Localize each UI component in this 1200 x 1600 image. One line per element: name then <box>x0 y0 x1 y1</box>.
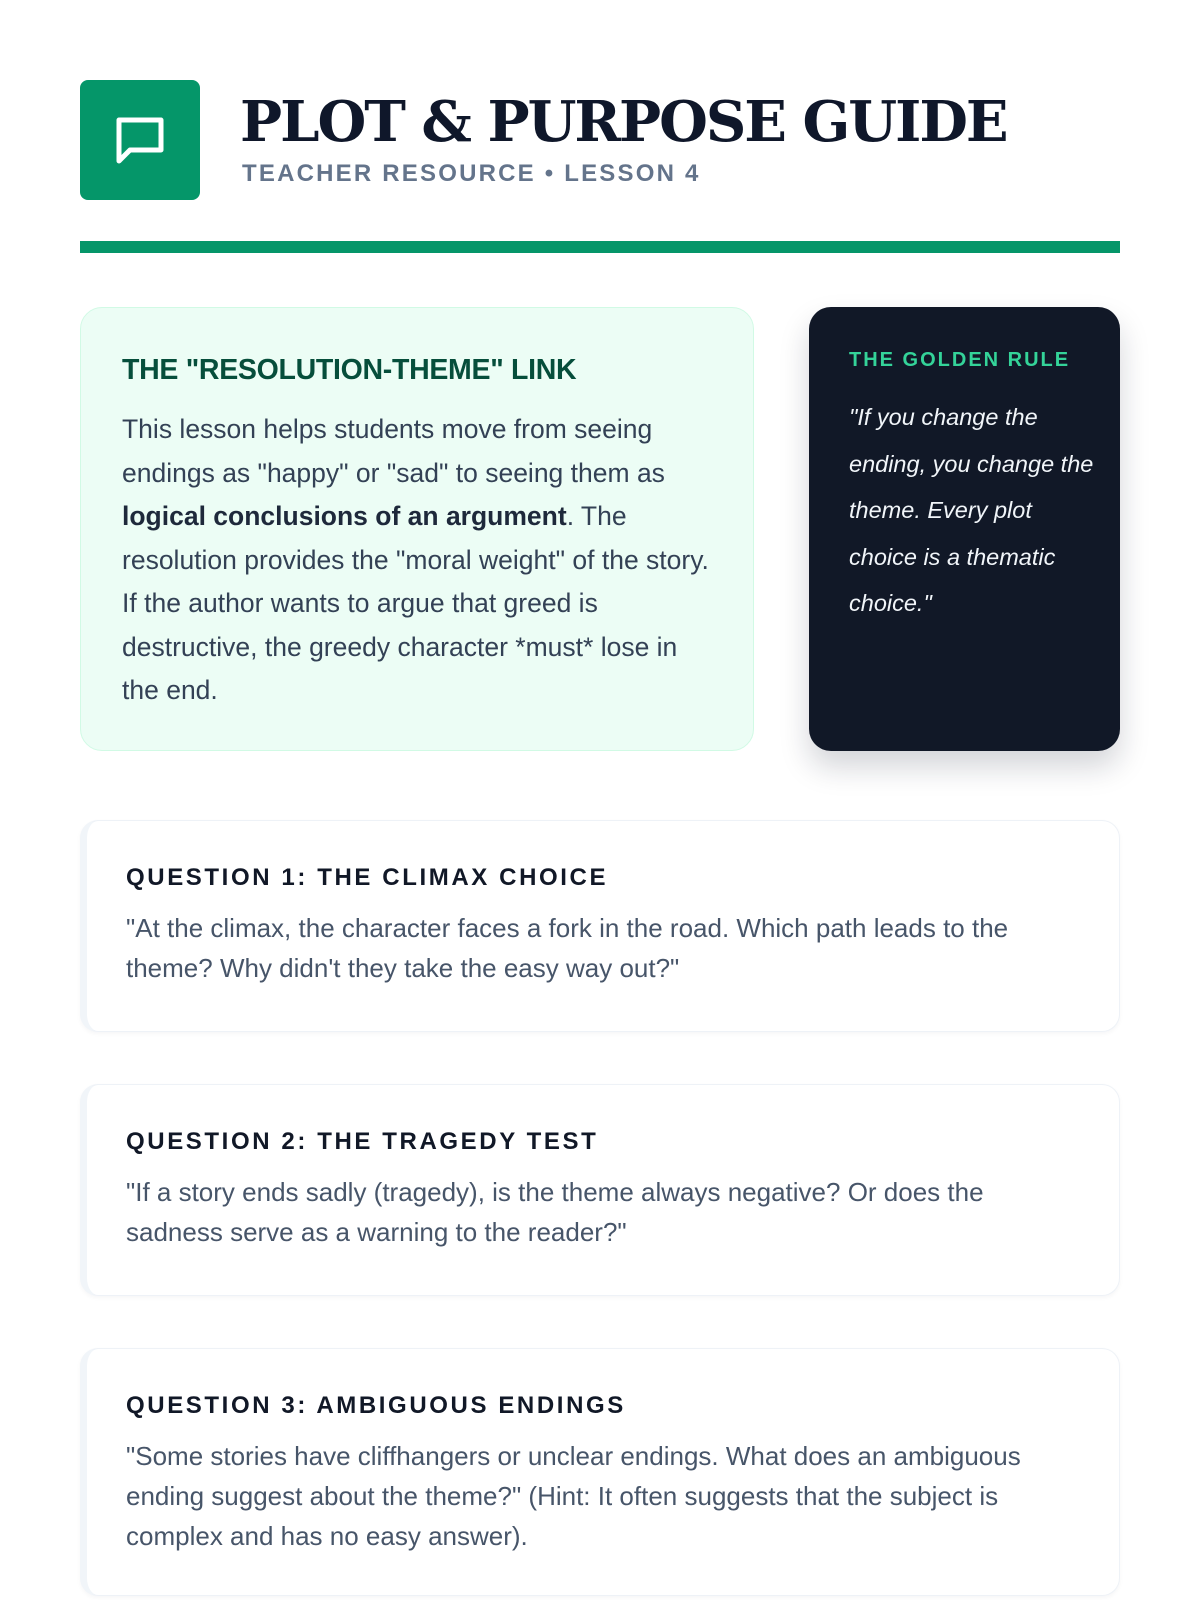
question-title: QUESTION 1: THE CLIMAX CHOICE <box>126 864 609 891</box>
page-subtitle: TEACHER RESOURCE • LESSON 4 <box>242 160 701 187</box>
page-header <box>80 80 1120 200</box>
question-card <box>80 1348 1120 1596</box>
question-title: QUESTION 3: AMBIGUOUS ENDINGS <box>126 1392 626 1419</box>
intro-body-text: This lesson helps students move from seeing endings as "happy" or "sad" to seeing them as <box>122 414 665 488</box>
question-card <box>80 1084 1120 1296</box>
golden-rule-card <box>809 307 1120 751</box>
logo <box>80 80 200 200</box>
golden-rule-label: THE GOLDEN RULE <box>849 349 1071 371</box>
intro-body <box>122 408 715 713</box>
intro-body-text-end: . The resolution provides the "moral weight" of the story. If the author wants to argue that greed is destructive, the greedy character *must* lose in the end. <box>122 501 709 705</box>
question-body: "If a story ends sadly (tragedy), is the theme always negative? Or does the sadness serve as a warning to the reader?" <box>126 1177 984 1247</box>
golden-rule-quote: "If you change the ending, you change the theme. Every plot choice is a thematic choice." <box>849 404 1094 616</box>
resolution-theme-card <box>80 307 754 751</box>
question-body: "Some stories have cliffhangers or unclear endings. What does an ambiguous ending suggest about the theme?" (Hint: It often suggests that the subject is complex and has no easy answer). <box>126 1441 1021 1551</box>
header-divider <box>80 241 1120 253</box>
question-card <box>80 820 1120 1032</box>
page-title: PLOT & PURPOSE GUIDE <box>240 89 1007 155</box>
question-title: QUESTION 2: THE TRAGEDY TEST <box>126 1128 599 1155</box>
question-body: "At the climax, the character faces a fork in the road. Which path leads to the theme? Why didn't they take the easy way out?" <box>126 913 1009 983</box>
chat-bubble-icon <box>108 108 172 172</box>
intro-body-emphasis: logical conclusions of an argument <box>122 501 567 531</box>
intro-heading: THE "RESOLUTION-THEME" LINK <box>122 354 577 386</box>
